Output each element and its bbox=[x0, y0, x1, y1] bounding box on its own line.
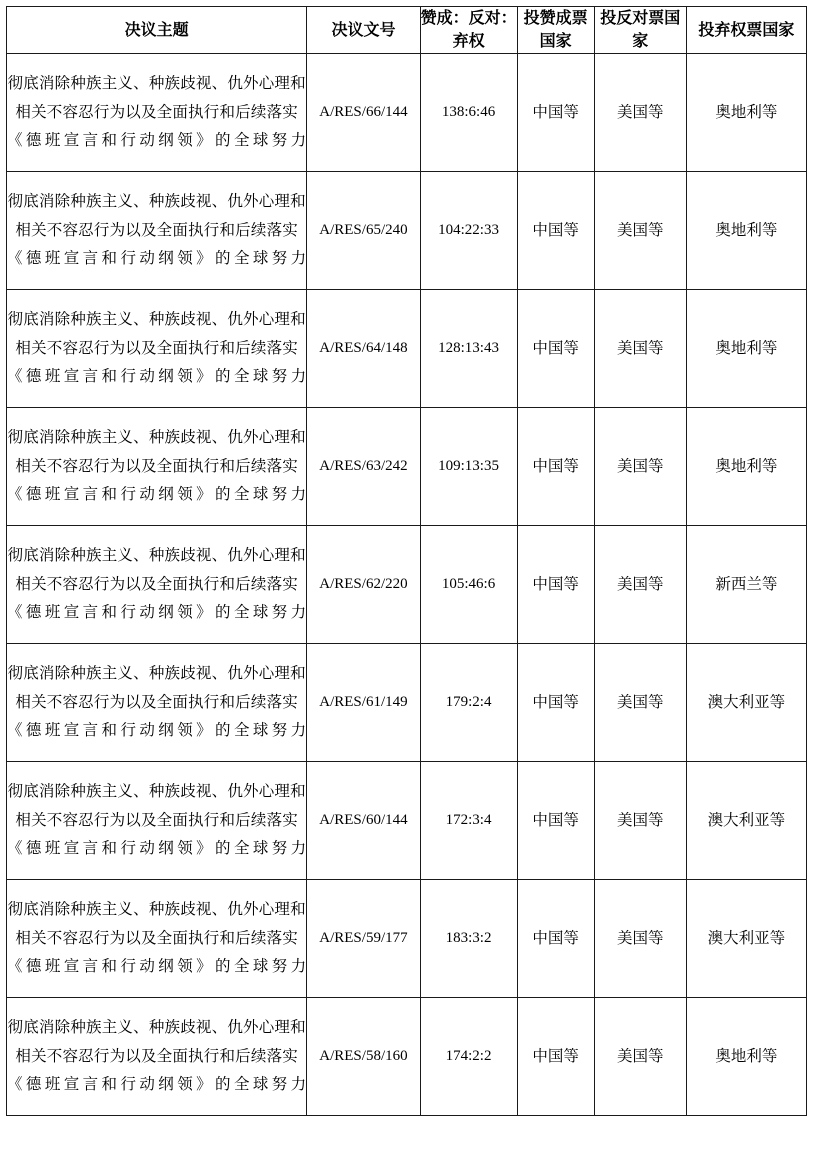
cell-topic: 彻底消除种族主义、种族歧视、仇外心理和相关不容忍行为以及全面执行和后续落实《德班宣言和行动纲领》的全球努力 bbox=[7, 54, 307, 172]
cell-symbol: A/RES/65/240 bbox=[307, 172, 420, 290]
cell-for-countries: 中国等 bbox=[517, 880, 594, 998]
cell-topic: 彻底消除种族主义、种族歧视、仇外心理和相关不容忍行为以及全面执行和后续落实《德班宣言和行动纲领》的全球努力 bbox=[7, 526, 307, 644]
column-header-against: 投反对票国家 bbox=[594, 7, 686, 54]
cell-against-countries: 美国等 bbox=[594, 526, 686, 644]
cell-abstain-countries: 澳大利亚等 bbox=[686, 762, 806, 880]
cell-against-countries: 美国等 bbox=[594, 290, 686, 408]
cell-symbol: A/RES/58/160 bbox=[307, 998, 420, 1116]
cell-abstain-countries: 奥地利等 bbox=[686, 54, 806, 172]
cell-for-countries: 中国等 bbox=[517, 526, 594, 644]
cell-for-countries: 中国等 bbox=[517, 762, 594, 880]
column-header-for: 投赞成票国家 bbox=[517, 7, 594, 54]
table-row bbox=[7, 644, 807, 762]
cell-symbol: A/RES/59/177 bbox=[307, 880, 420, 998]
table-row bbox=[7, 290, 807, 408]
cell-for-countries: 中国等 bbox=[517, 998, 594, 1116]
cell-symbol: A/RES/61/149 bbox=[307, 644, 420, 762]
cell-against-countries: 美国等 bbox=[594, 408, 686, 526]
cell-against-countries: 美国等 bbox=[594, 762, 686, 880]
cell-vote: 172:3:4 bbox=[420, 762, 517, 880]
table-body bbox=[7, 54, 807, 1116]
cell-topic: 彻底消除种族主义、种族歧视、仇外心理和相关不容忍行为以及全面执行和后续落实《德班宣言和行动纲领》的全球努力 bbox=[7, 762, 307, 880]
table-header bbox=[7, 7, 807, 54]
column-header-topic: 决议主题 bbox=[7, 7, 307, 54]
cell-abstain-countries: 奥地利等 bbox=[686, 998, 806, 1116]
resolutions-table bbox=[6, 6, 807, 1116]
cell-topic: 彻底消除种族主义、种族歧视、仇外心理和相关不容忍行为以及全面执行和后续落实《德班宣言和行动纲领》的全球努力 bbox=[7, 408, 307, 526]
cell-for-countries: 中国等 bbox=[517, 54, 594, 172]
table-row bbox=[7, 880, 807, 998]
cell-vote: 183:3:2 bbox=[420, 880, 517, 998]
cell-abstain-countries: 奥地利等 bbox=[686, 172, 806, 290]
table-row bbox=[7, 172, 807, 290]
cell-symbol: A/RES/63/242 bbox=[307, 408, 420, 526]
cell-symbol: A/RES/64/148 bbox=[307, 290, 420, 408]
cell-topic: 彻底消除种族主义、种族歧视、仇外心理和相关不容忍行为以及全面执行和后续落实《德班宣言和行动纲领》的全球努力 bbox=[7, 290, 307, 408]
cell-vote: 105:46:6 bbox=[420, 526, 517, 644]
cell-symbol: A/RES/66/144 bbox=[307, 54, 420, 172]
cell-topic: 彻底消除种族主义、种族歧视、仇外心理和相关不容忍行为以及全面执行和后续落实《德班宣言和行动纲领》的全球努力 bbox=[7, 644, 307, 762]
column-header-vote: 赞成：反对：弃权 bbox=[420, 7, 517, 54]
cell-against-countries: 美国等 bbox=[594, 880, 686, 998]
cell-topic: 彻底消除种族主义、种族歧视、仇外心理和相关不容忍行为以及全面执行和后续落实《德班宣言和行动纲领》的全球努力 bbox=[7, 880, 307, 998]
table-row bbox=[7, 998, 807, 1116]
table-row bbox=[7, 408, 807, 526]
cell-symbol: A/RES/62/220 bbox=[307, 526, 420, 644]
cell-against-countries: 美国等 bbox=[594, 54, 686, 172]
column-header-abstain: 投弃权票国家 bbox=[686, 7, 806, 54]
cell-for-countries: 中国等 bbox=[517, 172, 594, 290]
cell-against-countries: 美国等 bbox=[594, 998, 686, 1116]
cell-for-countries: 中国等 bbox=[517, 408, 594, 526]
cell-vote: 104:22:33 bbox=[420, 172, 517, 290]
header-row bbox=[7, 7, 807, 54]
cell-against-countries: 美国等 bbox=[594, 172, 686, 290]
cell-symbol: A/RES/60/144 bbox=[307, 762, 420, 880]
cell-vote: 109:13:35 bbox=[420, 408, 517, 526]
cell-abstain-countries: 澳大利亚等 bbox=[686, 880, 806, 998]
cell-abstain-countries: 奥地利等 bbox=[686, 408, 806, 526]
cell-vote: 179:2:4 bbox=[420, 644, 517, 762]
table-row bbox=[7, 762, 807, 880]
table-row bbox=[7, 526, 807, 644]
cell-against-countries: 美国等 bbox=[594, 644, 686, 762]
cell-abstain-countries: 奥地利等 bbox=[686, 290, 806, 408]
cell-abstain-countries: 澳大利亚等 bbox=[686, 644, 806, 762]
table-row bbox=[7, 54, 807, 172]
cell-topic: 彻底消除种族主义、种族歧视、仇外心理和相关不容忍行为以及全面执行和后续落实《德班宣言和行动纲领》的全球努力 bbox=[7, 172, 307, 290]
cell-for-countries: 中国等 bbox=[517, 644, 594, 762]
cell-vote: 128:13:43 bbox=[420, 290, 517, 408]
cell-for-countries: 中国等 bbox=[517, 290, 594, 408]
cell-topic: 彻底消除种族主义、种族歧视、仇外心理和相关不容忍行为以及全面执行和后续落实《德班宣言和行动纲领》的全球努力 bbox=[7, 998, 307, 1116]
column-header-symbol: 决议文号 bbox=[307, 7, 420, 54]
cell-vote: 138:6:46 bbox=[420, 54, 517, 172]
cell-vote: 174:2:2 bbox=[420, 998, 517, 1116]
cell-abstain-countries: 新西兰等 bbox=[686, 526, 806, 644]
